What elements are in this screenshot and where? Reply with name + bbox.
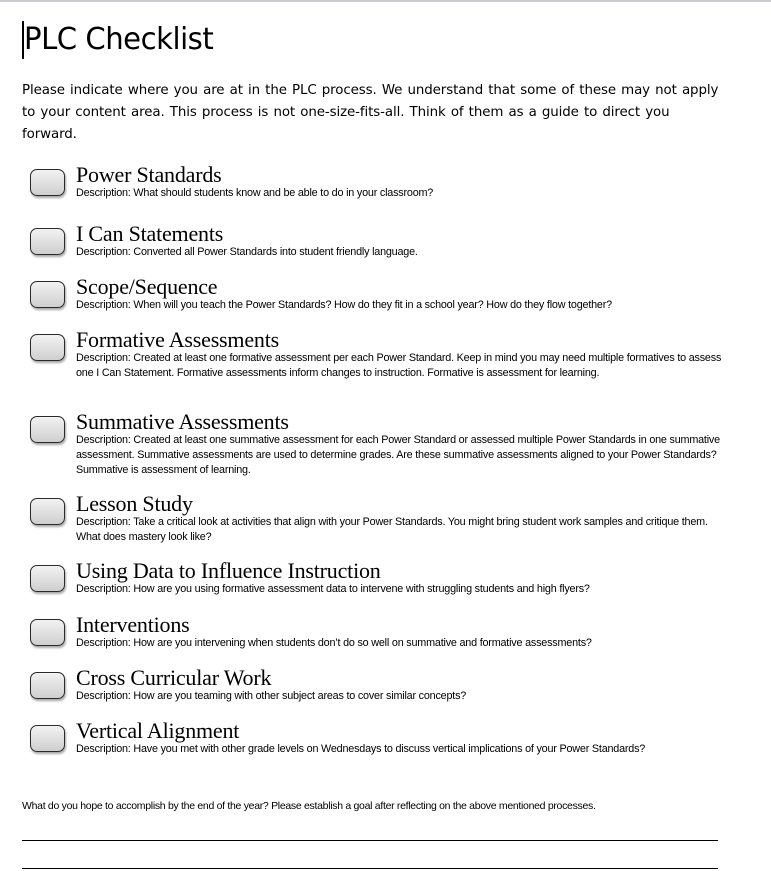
item-description: Description: Converted all Power Standards into student friendly language.: [76, 246, 418, 258]
item-description: Description: What should students know and be able to do in your classroom?: [76, 187, 434, 199]
item-description: Description: How are you using formative assessment data to intervene with struggling students and high flyers?: [76, 583, 590, 595]
checkbox-i-can-statements[interactable]: [30, 228, 65, 255]
item-title: Scope/Sequence: [76, 274, 218, 299]
item-text: [76, 411, 726, 478]
goal-answer-line-1[interactable]: [22, 840, 718, 841]
item-text: [76, 560, 726, 597]
checkbox-power-standards[interactable]: [30, 169, 65, 196]
goal-prompt: What do you hope to accomplish by the end of the year? Please establish a goal after reflecting on the above mentioned processes.: [22, 800, 596, 812]
item-description: Description: When will you teach the Power Standards? How do they fit in a school year? How do they flow together?: [76, 299, 612, 311]
window-top-border: [0, 0, 771, 2]
item-title: Lesson Study: [76, 491, 193, 516]
item-text: [76, 223, 726, 260]
checkbox-using-data[interactable]: [30, 565, 65, 592]
item-description: Description: Created at least one summative assessment for each Power Standard or assessed multiple Power Standards in one summative assessment. Summative assessments are used to determine grades. Are these summative assessments aligned to your Power Standards? Summative is assessment of learning.: [76, 434, 720, 476]
checkbox-scope-sequence[interactable]: [30, 281, 65, 308]
item-text: [76, 614, 726, 651]
item-description: Description: Take a critical look at activities that align with your Power Standards. You might bring student work samples and critique them. What does mastery look like?: [76, 516, 708, 543]
item-title: Vertical Alignment: [76, 718, 240, 743]
item-title: Summative Assessments: [76, 409, 289, 434]
checkbox-summative-assessments[interactable]: [30, 416, 65, 443]
item-title: Interventions: [76, 612, 190, 637]
checkbox-lesson-study[interactable]: [30, 498, 65, 525]
item-description: Description: Have you met with other grade levels on Wednesdays to discuss vertical implications of your Power Standards?: [76, 743, 646, 755]
item-description: Description: Created at least one formative assessment per each Power Standard. Keep in mind you may need multiple formatives to assess one I Can Statement. Formative assessments inform changes to instruction. Formative is assessment for learning.: [76, 352, 722, 379]
item-description: Description: How are you teaming with other subject areas to cover similar concepts?: [76, 690, 467, 702]
item-title: Cross Curricular Work: [76, 665, 272, 690]
item-description: Description: How are you intervening when students don’t do so well on summative and formative assessments?: [76, 637, 592, 649]
item-title: Using Data to Influence Instruction: [76, 558, 381, 583]
intro-paragraph: Please indicate where you are at in the PLC process. We understand that some of these may not apply to your content area. This process is not one-size-fits-all. Think of them as a guide to direct you forward.: [22, 83, 719, 142]
checkbox-vertical-alignment[interactable]: [30, 725, 65, 752]
item-title: Power Standards: [76, 162, 222, 187]
checkbox-cross-curricular[interactable]: [30, 672, 65, 699]
item-text: [76, 493, 726, 545]
item-text: [76, 329, 726, 381]
item-text: [76, 164, 726, 201]
checkbox-interventions[interactable]: [30, 619, 65, 646]
item-title: I Can Statements: [76, 221, 224, 246]
item-text: [76, 720, 726, 757]
title-row: [22, 20, 219, 60]
item-text: [76, 667, 726, 704]
item-text: [76, 276, 726, 313]
checkbox-formative-assessments[interactable]: [30, 334, 65, 361]
item-title: Formative Assessments: [76, 327, 279, 352]
goal-answer-line-2[interactable]: [22, 868, 718, 869]
page-title[interactable]: PLC Checklist: [24, 22, 214, 57]
